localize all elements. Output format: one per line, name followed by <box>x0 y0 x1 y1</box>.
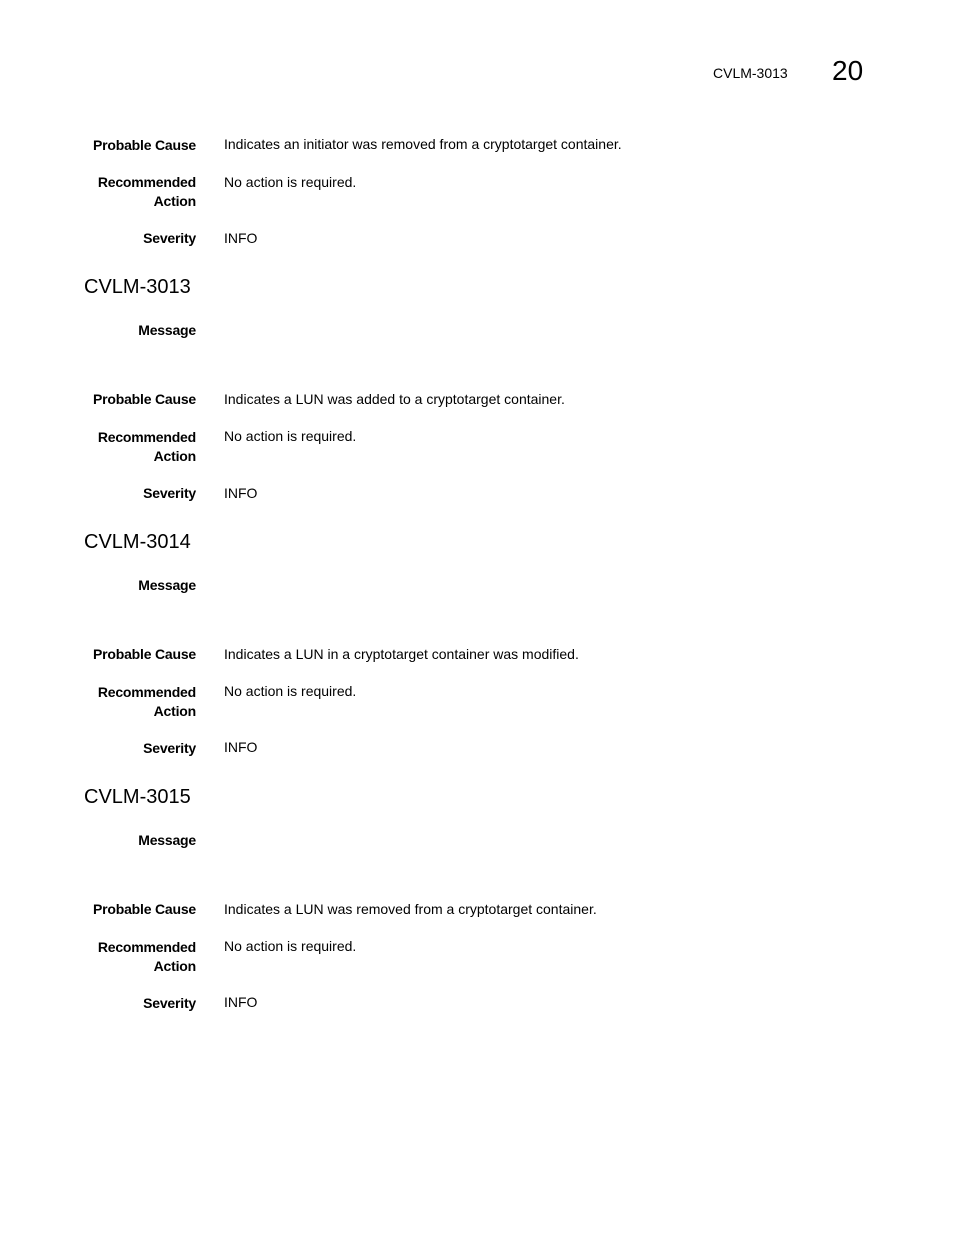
recommended-action-label: Recommended Action <box>97 429 196 464</box>
severity-label: Severity <box>143 230 196 246</box>
severity-value: INFO <box>224 994 258 1010</box>
severity-value: INFO <box>224 739 258 755</box>
severity-value: INFO <box>224 485 258 501</box>
severity-label: Severity <box>143 740 196 756</box>
entry-heading: CVLM-3015 <box>84 786 191 808</box>
entry-heading: CVLM-3014 <box>84 531 191 553</box>
recommended-action-text: No action is required. <box>224 938 357 954</box>
recommended-action-text: No action is required. <box>224 174 357 190</box>
probable-cause-label: Probable Cause <box>92 391 196 407</box>
probable-cause-label: Probable Cause <box>92 901 196 917</box>
entry-heading: CVLM-3013 <box>84 276 191 298</box>
running-header-section: CVLM-3013 <box>713 65 788 81</box>
probable-cause-text: Indicates an initiator was removed from a cryptotarget container. <box>224 136 622 152</box>
recommended-action-label: Recommended Action <box>97 939 196 974</box>
message-label: Message <box>138 577 196 593</box>
recommended-action-label: Recommended Action <box>97 684 196 719</box>
probable-cause-text: Indicates a LUN in a cryptotarget container was modified. <box>224 646 579 662</box>
severity-label: Severity <box>143 485 196 501</box>
probable-cause-text: Indicates a LUN was removed from a cryptotarget container. <box>224 901 597 917</box>
message-label: Message <box>138 322 196 338</box>
severity-value: INFO <box>224 230 258 246</box>
recommended-action-label: Recommended Action <box>97 174 196 209</box>
recommended-action-text: No action is required. <box>224 683 357 699</box>
chapter-number: 20 <box>832 55 864 86</box>
probable-cause-label: Probable Cause <box>92 137 196 153</box>
message-label: Message <box>138 832 196 848</box>
recommended-action-text: No action is required. <box>224 428 357 444</box>
severity-label: Severity <box>143 995 196 1011</box>
probable-cause-text: Indicates a LUN was added to a cryptotarget container. <box>224 391 565 407</box>
probable-cause-label: Probable Cause <box>92 646 196 662</box>
